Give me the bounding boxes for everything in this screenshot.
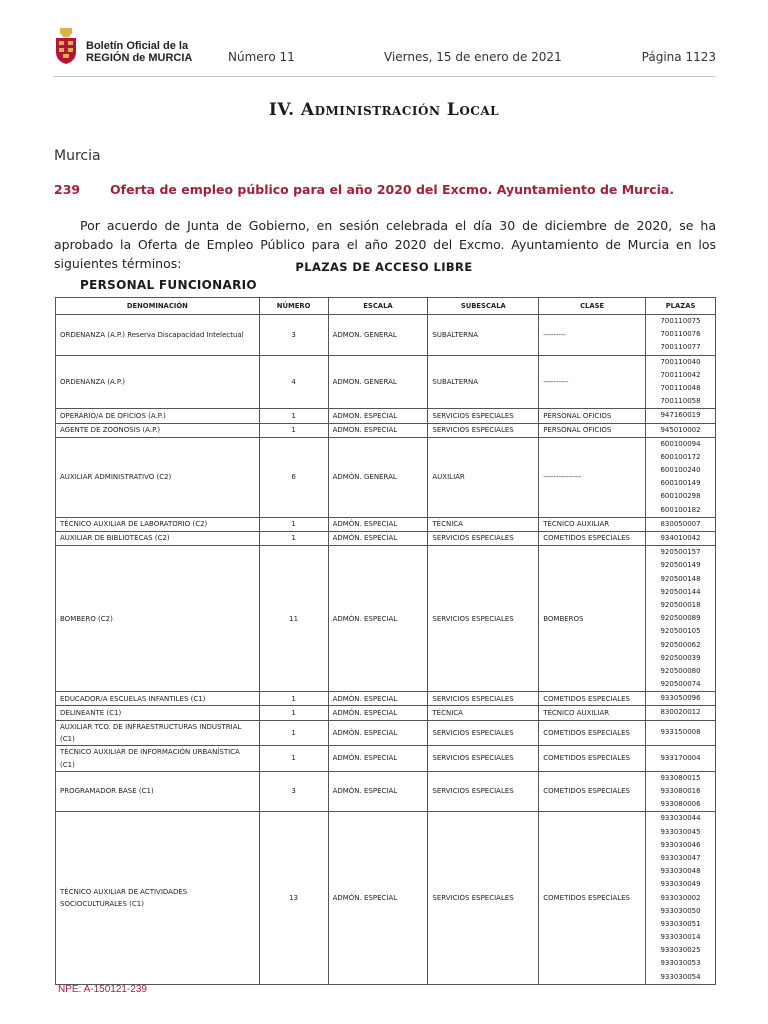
plaza-code: 933030050 [660,906,701,915]
cell-denominacion: AUXILIAR DE BIBLIOTECAS (C2) [56,532,260,546]
cell-subescala: SERVICIOS ESPECIALES [428,771,539,812]
plaza-code: 933030002 [660,893,701,902]
cell-escala: ADMÓN. ESPECIAL [328,517,428,531]
table-row [56,423,716,437]
cell-escala: ADMÓN. ESPECIAL [328,546,428,692]
cell-denominacion: TÉCNICO AUXILIAR DE LABORATORIO (C2) [56,517,260,531]
header-subescala: SUBESCALA [428,298,539,315]
plaza-code: 933030051 [660,919,701,928]
plaza-code: 933030047 [660,853,701,862]
plaza-code: 700110075 [660,317,701,325]
plaza-code: 933170004 [660,753,701,762]
plaza-code: 600100172 [660,452,701,461]
cell-denominacion: TÉCNICO AUXILIAR DE INFORMACIÓN URBANÍSTICA (C1) [56,746,260,772]
table-row [56,746,716,772]
cell-plazas [646,355,716,409]
cell-subescala: SERVICIOS ESPECIALES [428,812,539,984]
plaza-code: 920500062 [660,640,701,649]
plaza-code: 600100182 [660,505,701,514]
cell-escala: ADMON. ESPECIAL [328,423,428,437]
cell-numero: 1 [259,409,328,423]
plaza-code: 920500074 [660,680,701,689]
cell-clase: TÉCNICO AUXILIAR [539,706,646,720]
plaza-code: 933030046 [660,840,701,849]
plaza-code: 600100149 [660,479,701,488]
cell-clase: COMETIDOS ESPECIALES [539,720,646,746]
plaza-code: 920500080 [660,666,701,675]
cell-plazas [646,409,716,423]
cell-clase: COMETIDOS ESPECIALES [539,532,646,546]
plaza-code: 600100298 [660,492,701,501]
plaza-code: 700110048 [660,383,701,392]
cell-numero: 1 [259,532,328,546]
table-row [56,692,716,706]
cell-subescala: SERVICIOS ESPECIALES [428,720,539,746]
cell-clase: PERSONAL OFICIOS [539,409,646,423]
plaza-code: 600100094 [660,439,701,448]
cell-subescala: TÉCNICA [428,706,539,720]
cell-subescala: SERVICIOS ESPECIALES [428,746,539,772]
cell-escala: ADMON. ESPECIAL [328,409,428,423]
cell-denominacion: EDUCADOR/A ESCUELAS INFANTILES (C1) [56,692,260,706]
cell-subescala: SERVICIOS ESPECIALES [428,409,539,423]
plaza-code: 933030048 [660,867,701,876]
table-row [56,437,716,517]
plaza-code: 920500148 [660,574,701,583]
cell-clase: COMETIDOS ESPECIALES [539,746,646,772]
cell-numero: 1 [259,706,328,720]
table-header-row [56,298,716,315]
plaza-code: 920500105 [660,627,701,636]
plaza-code: 933150008 [660,728,701,737]
cell-plazas [646,532,716,546]
cell-subescala: SERVICIOS ESPECIALES [428,423,539,437]
plaza-code: 920500018 [660,600,701,609]
cell-clase: --------------- [539,437,646,517]
table-row [56,315,716,356]
cell-escala: ADMÓN. ESPECIAL [328,532,428,546]
plaza-code: 700110058 [660,397,701,406]
plaza-code: 933030025 [660,946,701,955]
table-body [56,315,716,985]
logo-line-1: Boletín Oficial de la [86,40,189,52]
cell-plazas [646,315,716,356]
header-escala: ESCALA [328,298,428,315]
cell-numero: 1 [259,423,328,437]
plaza-code: 945010002 [660,425,701,434]
cell-plazas [646,720,716,746]
cell-clase: PERSONAL OFICIOS [539,423,646,437]
cell-escala: ADMÓN. ESPECIAL [328,692,428,706]
issue-date: Viernes, 15 de enero de 2021 [384,50,562,64]
positions-table [55,297,716,985]
cell-subescala: SUBALTERNA [428,315,539,356]
plaza-code: 933030049 [660,880,701,889]
cell-numero: 3 [259,771,328,812]
plaza-code: 933080015 [660,773,701,782]
cell-plazas [646,423,716,437]
cell-escala: ADMÓN. ESPECIAL [328,812,428,984]
cell-clase: --------- [539,315,646,356]
header-divider [54,76,716,77]
cell-numero: 13 [259,812,328,984]
subheading: PLAZAS DE ACCESO LIBRE [295,260,473,274]
table-row [56,812,716,984]
cell-clase: COMETIDOS ESPECIALES [539,771,646,812]
cell-denominacion: BOMBERO (C2) [56,546,260,692]
plaza-code: 947160019 [660,411,701,420]
header-clase: CLASE [539,298,646,315]
cell-escala: ADMÓN. GENERAL [328,437,428,517]
header-denominacion: DENOMINACIÓN [56,298,260,315]
plaza-code: 830050007 [660,519,701,528]
cell-escala: ADMON. GENERAL [328,315,428,356]
plaza-code: 700110040 [660,357,701,366]
cell-subescala: TÉCNICA [428,517,539,531]
group-heading: PERSONAL FUNCIONARIO [80,278,257,292]
cell-plazas [646,692,716,706]
plaza-code: 920500039 [660,653,701,662]
cell-denominacion: ORDENANZA (A.P.) [56,355,260,409]
cell-denominacion: DELINEANTE (C1) [56,706,260,720]
plaza-code: 920500089 [660,614,701,623]
cell-denominacion: PROGRAMADOR BASE (C1) [56,771,260,812]
issue-number: Número 11 [228,50,295,64]
plaza-code: 920500149 [660,561,701,570]
plaza-code: 933030014 [660,933,701,942]
table-row [56,532,716,546]
cell-plazas [646,746,716,772]
plaza-code: 933030053 [660,959,701,968]
cell-denominacion: AUXILIAR ADMINISTRATIVO (C2) [56,437,260,517]
cell-subescala: SERVICIOS ESPECIALES [428,546,539,692]
cell-subescala: SUBALTERNA [428,355,539,409]
cell-plazas [646,546,716,692]
plaza-code: 830020012 [660,708,701,717]
plaza-code: 933030044 [660,814,701,823]
cell-numero: 1 [259,746,328,772]
cell-escala: ADMON. GENERAL [328,355,428,409]
table-row [56,355,716,409]
region-crest-icon [54,28,78,64]
cell-numero: 1 [259,517,328,531]
body-paragraph: Por acuerdo de Junta de Gobierno, en sesión celebrada el día 30 de diciembre de 2020, se ha aprobado la Oferta de Empleo Público para el año 2020 del Excmo. Ayuntamiento de Murcia en los siguientes términos: [54,218,716,271]
logo-line-2: REGIÓN de MURCIA [86,52,193,64]
cell-denominacion: OPERARIO/A DE OFICIOS (A.P.) [56,409,260,423]
npe-footer: NPE: A-150121-239 [58,984,147,995]
bulletin-logo-text [86,40,192,64]
plaza-code: 700110042 [660,370,701,379]
cell-numero: 3 [259,315,328,356]
cell-denominacion: AUXILIAR TCO. DE INFRAESTRUCTURAS INDUSTRIAL (C1) [56,720,260,746]
cell-numero: 6 [259,437,328,517]
cell-escala: ADMÓN. ESPECIAL [328,771,428,812]
cell-numero: 1 [259,692,328,706]
announcement-number: 239 [54,182,81,197]
plaza-code: 920500157 [660,548,701,557]
announcement-title: Oferta de empleo público para el año 2020 del Excmo. Ayuntamiento de Murcia. [110,182,675,197]
municipality: Murcia [54,148,101,164]
cell-plazas [646,517,716,531]
table-row [56,546,716,692]
plaza-code: 933030054 [660,972,701,981]
header-numero: NÚMERO [259,298,328,315]
cell-clase: COMETIDOS ESPECIALES [539,692,646,706]
cell-denominacion: TÉCNICO AUXILIAR DE ACTIVIDADES SOCIOCULTURALES (C1) [56,812,260,984]
page-header [54,28,716,72]
table-row [56,706,716,720]
cell-plazas [646,812,716,984]
header-plazas: PLAZAS [646,298,716,315]
cell-numero: 11 [259,546,328,692]
cell-escala: ADMÓN. ESPECIAL [328,706,428,720]
cell-clase: BOMBEROS [539,546,646,692]
plaza-code: 700110076 [660,330,701,339]
cell-plazas [646,771,716,812]
cell-denominacion: ORDENANZA (A.P.) Reserva Discapacidad Intelectual [56,315,260,356]
cell-clase: ---------- [539,355,646,409]
plaza-code: 600100240 [660,466,701,475]
plaza-code: 920500144 [660,587,701,596]
plaza-code: 934010042 [660,534,701,542]
cell-denominacion: AGENTE DE ZOONOSIS (A.P.) [56,423,260,437]
cell-plazas [646,706,716,720]
plaza-code: 700110077 [660,343,701,352]
cell-subescala: SERVICIOS ESPECIALES [428,532,539,546]
plaza-code: 933080016 [660,787,701,795]
page-number: Página 1123 [641,50,716,64]
cell-escala: ADMÓN. ESPECIAL [328,720,428,746]
cell-subescala: SERVICIOS ESPECIALES [428,692,539,706]
plaza-code: 933080006 [660,800,701,809]
cell-escala: ADMÓN. ESPECIAL [328,746,428,772]
section-title: IV. Administración Local [268,100,500,120]
table-row [56,771,716,812]
cell-subescala: AUXILIAR [428,437,539,517]
table-row [56,720,716,746]
cell-numero: 4 [259,355,328,409]
cell-clase: COMETIDOS ESPECIALES [539,812,646,984]
plaza-code: 933030045 [660,827,701,836]
cell-numero: 1 [259,720,328,746]
cell-clase: TÉCNICO AUXILIAR [539,517,646,531]
table-row [56,409,716,423]
table-row [56,517,716,531]
cell-plazas [646,437,716,517]
plaza-code: 933050096 [660,694,701,703]
